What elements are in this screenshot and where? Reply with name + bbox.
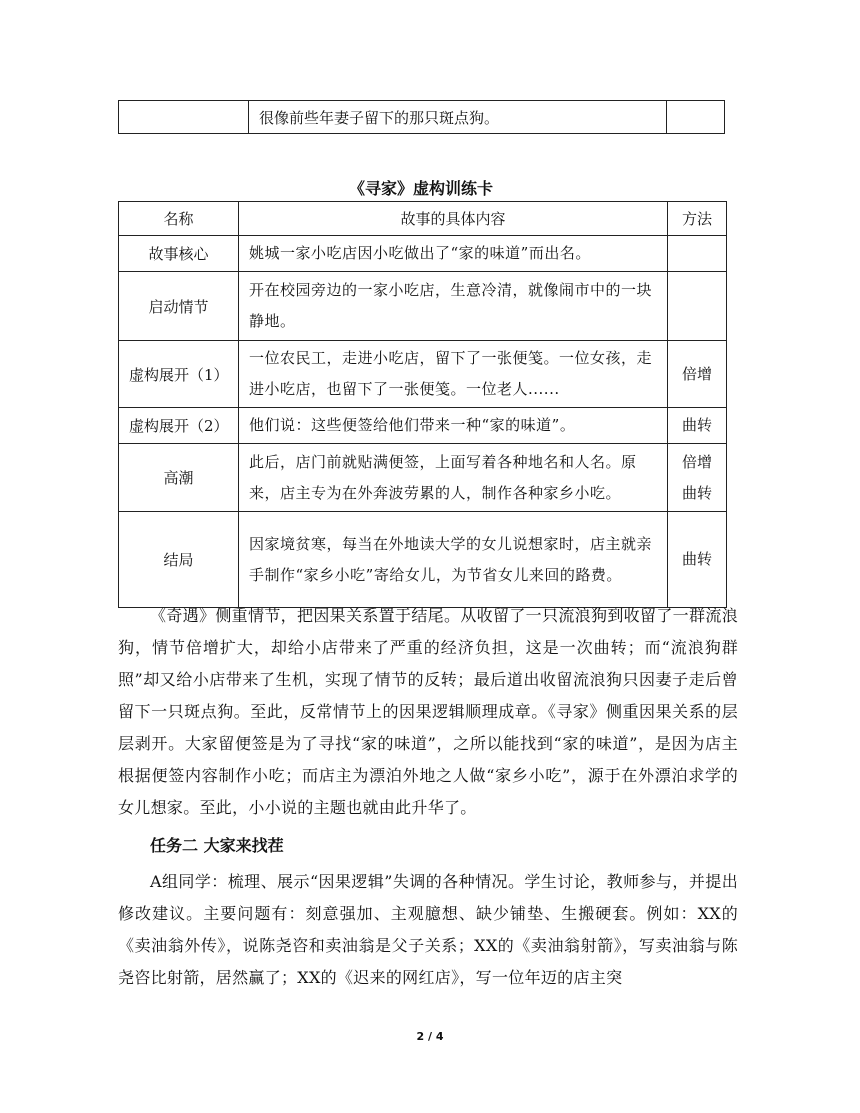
header-content: 故事的具体内容 [239, 202, 668, 236]
task-paragraph: A组同学：梳理、展示“因果逻辑”失调的各种情况。学生讨论，教师参与，并提出修改建议。主要问题有：刻意强加、主观臆想、缺少铺垫、生搬硬套。例如：XX的《卖油翁外传》，说陈尧咨和卖油翁是父子关系；XX的《卖油翁射箭》，写卖油翁与陈尧咨比射箭，居然赢了；XX的《迟来的网红店》，写一位年迈的店主突 [118, 872, 738, 987]
row-name: 故事核心 [119, 236, 239, 272]
row-content: 他们说：这些便签给他们带来一种“家的味道”。 [239, 408, 668, 444]
training-card-table [118, 201, 727, 608]
row-method [668, 272, 727, 341]
row-method: 倍增 [668, 341, 727, 408]
row-name: 结局 [119, 512, 239, 608]
previous-table-fragment [118, 100, 725, 134]
row-content: 开在校园旁边的一家小吃店，生意冷清，就像闹市中的一块静地。 [239, 272, 668, 341]
row-content: 因家境贫寒，每当在外地读大学的女儿说想家时，店主就亲手制作“家乡小吃”寄给女儿，为节省女儿来回的路费。 [239, 512, 668, 608]
analysis-paragraph: 《奇遇》侧重情节，把因果关系置于结尾。从收留了一只流浪狗到收留了一群流浪狗，情节倍增扩大，却给小店带来了严重的经济负担，这是一次曲转；而“流浪狗群照”却又给小店带来了生机，实现了情节的反转；最后道出收留流浪狗只因妻子走后曾留下一只斑点狗。至此，反常情节上的因果逻辑顺理成章。《寻家》侧重因果关系的层层剥开。大家留便签是为了寻找“家的味道”，之所以能找到“家的味道”，是因为店主根据便签内容制作小吃；而店主为漂泊外地之人做“家乡小吃”，源于在外漂泊求学的女儿想家。至此，小小说的主题也就由此升华了。 [118, 606, 738, 817]
table-row [119, 512, 727, 608]
row-method [668, 236, 727, 272]
table-cell-content: 很像前些年妻子留下的那只斑点狗。 [249, 101, 667, 134]
row-method: 曲转 [668, 512, 727, 608]
table-row [119, 236, 727, 272]
header-name: 名称 [119, 202, 239, 236]
table-row [119, 101, 725, 134]
card-title: 《寻家》虚构训练卡 [348, 179, 493, 198]
table-cell-method [667, 101, 725, 134]
row-name: 高潮 [119, 444, 239, 512]
row-name: 启动情节 [119, 272, 239, 341]
table-row [119, 444, 727, 512]
table-row [119, 341, 727, 408]
row-content: 一位农民工，走进小吃店，留下了一张便笺。一位女孩，走进小吃店，也留下了一张便笺。一位老人...... [239, 341, 668, 408]
page-number: 2 / 4 [416, 1030, 444, 1043]
table-header-row [119, 202, 727, 236]
task-heading: 任务二 大家来找茬 [150, 836, 284, 855]
row-content: 姚城一家小吃店因小吃做出了“家的味道”而出名。 [239, 236, 668, 272]
header-method: 方法 [668, 202, 727, 236]
row-method: 曲转 [668, 408, 727, 444]
table-row [119, 272, 727, 341]
row-name: 虚构展开（1） [119, 341, 239, 408]
row-name: 虚构展开（2） [119, 408, 239, 444]
row-method: 倍增 曲转 [668, 444, 727, 512]
table-row [119, 408, 727, 444]
row-content: 此后，店门前就贴满便签，上面写着各种地名和人名。原来，店主专为在外奔波劳累的人，制作各种家乡小吃。 [239, 444, 668, 512]
table-cell-name [119, 101, 249, 134]
